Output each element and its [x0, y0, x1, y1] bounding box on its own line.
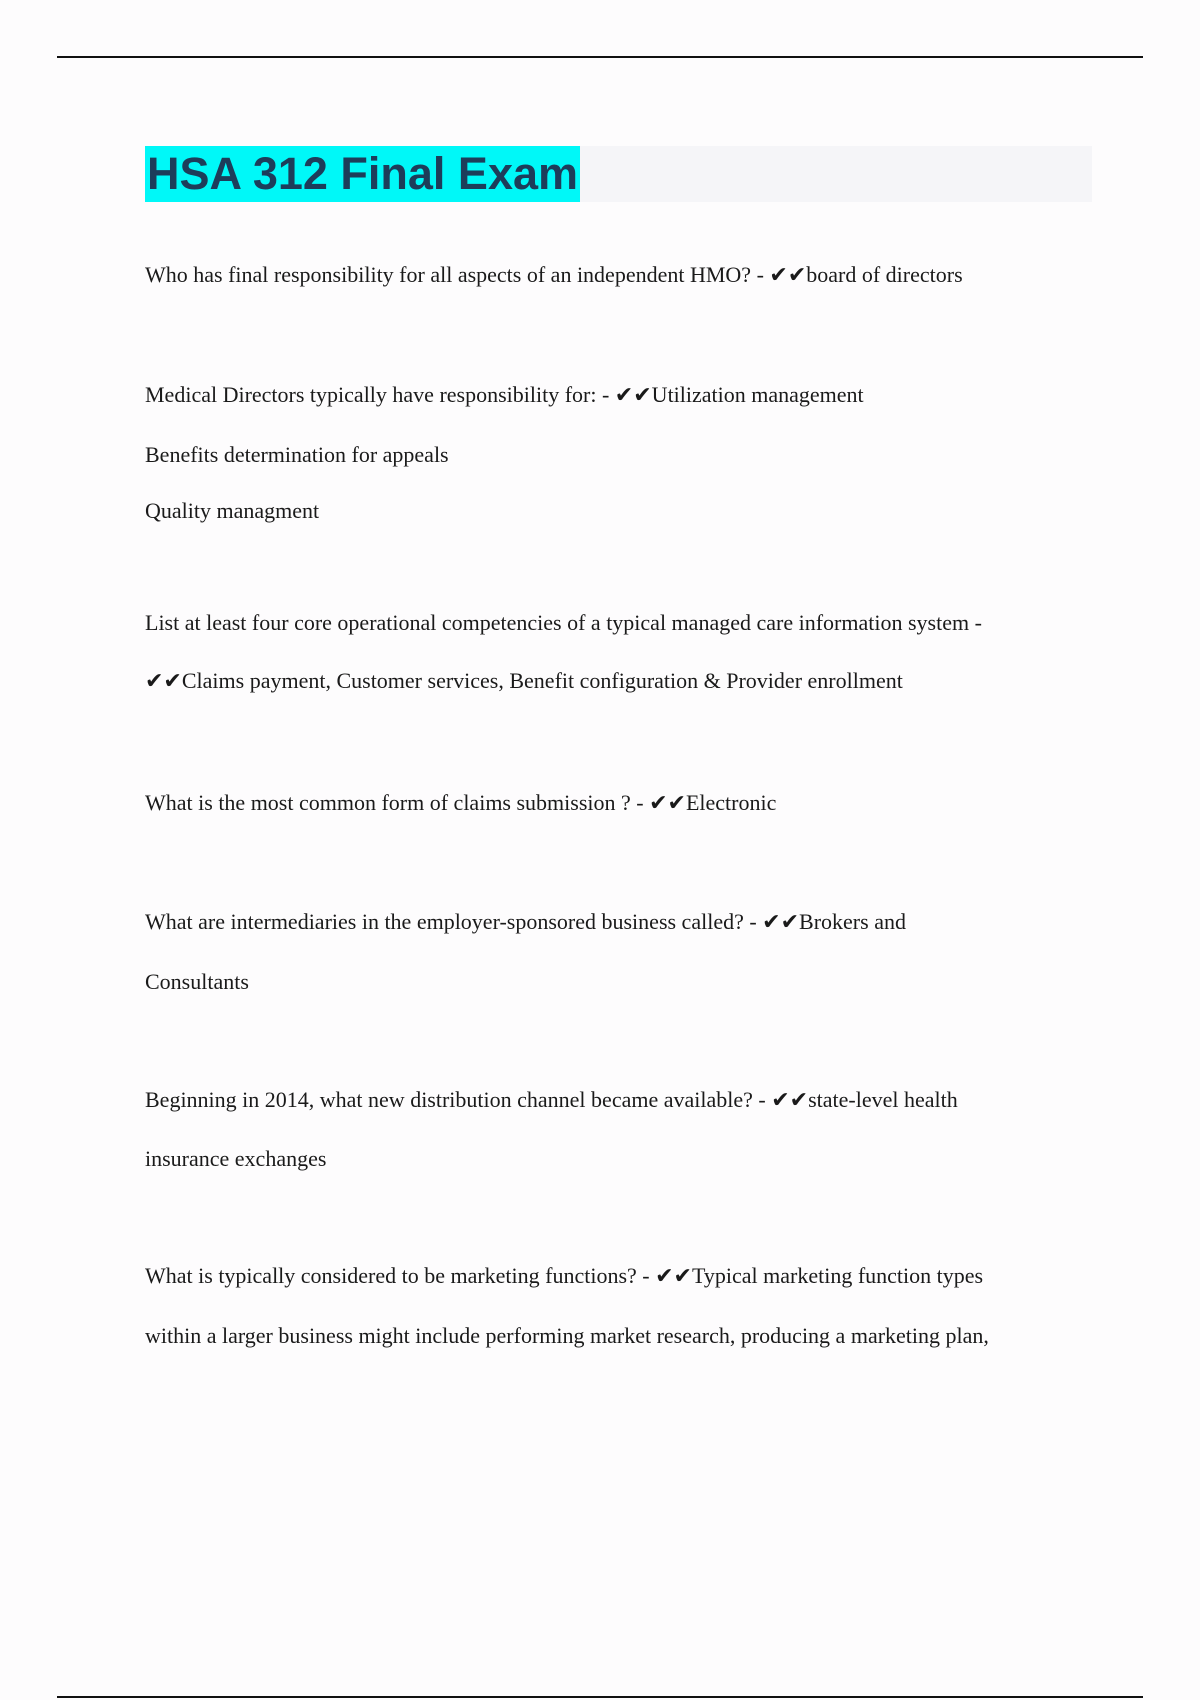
qa-line: Beginning in 2014, what new distribution channel became available? - ✔✔state-level health — [145, 1087, 958, 1112]
qa-line: Quality managment — [145, 498, 320, 523]
qa-line: What are intermediaries in the employer-sponsored business called? - ✔✔Brokers and — [145, 909, 906, 934]
qa-line: within a larger business might include performing market research, producing a marketing plan, — [145, 1323, 989, 1348]
qa-line: List at least four core operational competencies of a typical managed care information system - — [145, 610, 982, 635]
bottom-rule — [57, 1696, 1143, 1698]
top-rule — [57, 56, 1143, 58]
qa-line: What is typically considered to be marketing functions? - ✔✔Typical marketing function types — [145, 1263, 984, 1288]
qa-line: Who has final responsibility for all aspects of an independent HMO? - ✔✔board of directors — [145, 262, 963, 287]
qa-line: What is the most common form of claims submission ? - ✔✔Electronic — [145, 790, 777, 815]
qa-line: Medical Directors typically have responsibility for: - ✔✔Utilization management — [145, 382, 864, 407]
page-title: HSA 312 Final Exam — [145, 146, 580, 202]
qa-line: insurance exchanges — [145, 1146, 327, 1171]
qa-line: ✔✔Claims payment, Customer services, Benefit configuration & Provider enrollment — [145, 668, 903, 693]
qa-line: Consultants — [145, 969, 249, 994]
qa-line: Benefits determination for appeals — [145, 442, 449, 467]
